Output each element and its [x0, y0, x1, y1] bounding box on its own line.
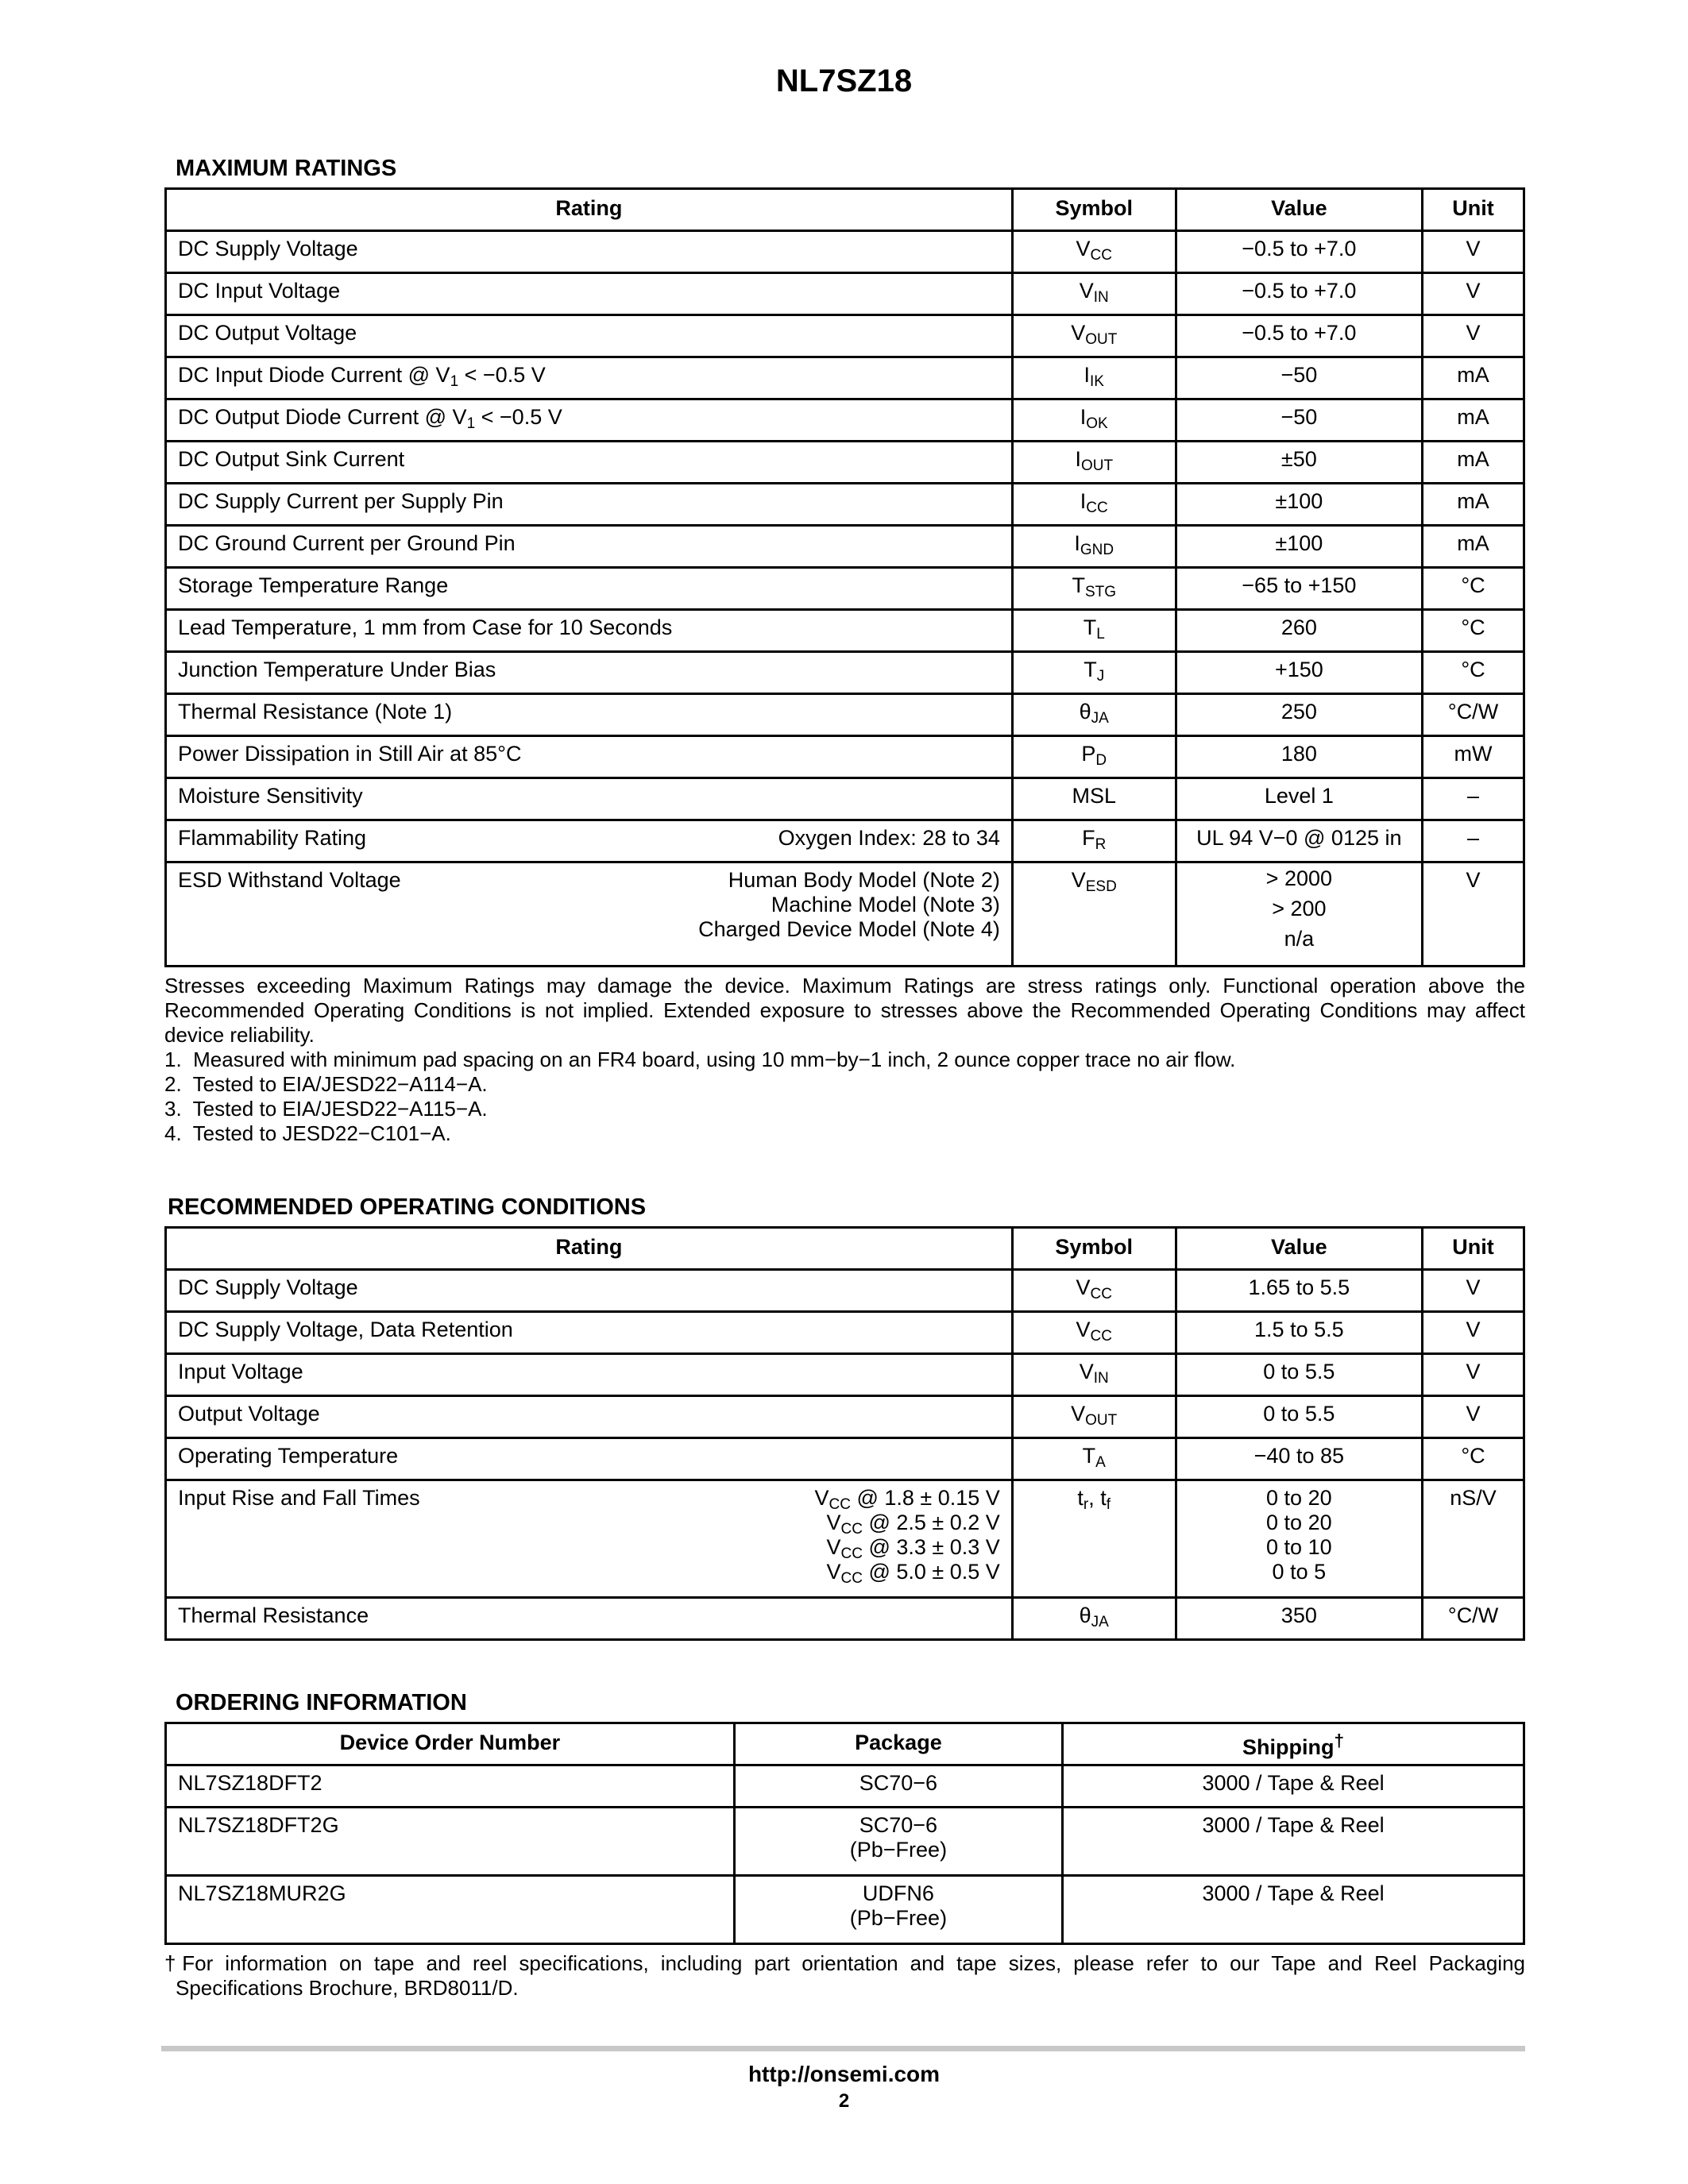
symbol-cell: $\theta_{JA}$	[1012, 694, 1176, 736]
note: 3. Tested to EIA/JESD22−A115−A.	[164, 1097, 488, 1121]
table-row	[166, 399, 1524, 442]
header-cell: Value	[1176, 189, 1422, 231]
symbol-cell: $F_R$	[1012, 820, 1176, 862]
rating-label: Lead Temperature, 1 mm from Case for 10 Seconds	[178, 615, 673, 639]
unit-cell: °C	[1423, 568, 1524, 610]
value-cell: −40 to 85	[1176, 1438, 1422, 1480]
operating-conditions-table	[164, 1226, 1525, 1641]
unit-cell: V	[1423, 231, 1524, 273]
symbol-cell: $P_D$	[1012, 736, 1176, 778]
value-cell: ±100	[1176, 484, 1422, 526]
esd-model: Machine Model (Note 3)	[771, 893, 1000, 916]
unit-cell: V	[1423, 1270, 1524, 1312]
rating-cell: Thermal Resistance	[166, 1598, 1013, 1640]
header-cell: Rating	[166, 189, 1013, 231]
value-cell: Level 1	[1176, 778, 1422, 820]
symbol-cell: $I_{IK}$	[1012, 357, 1176, 399]
symbol-cell: $T_J$	[1012, 652, 1176, 694]
table-row	[166, 778, 1524, 820]
table-row	[166, 694, 1524, 736]
rating-label: Thermal Resistance (Note 1)	[178, 700, 453, 723]
footer-divider	[161, 2046, 1525, 2051]
table-row	[166, 1270, 1524, 1312]
note: 4. Tested to JESD22−C101−A.	[164, 1121, 451, 1145]
value-cell: 180	[1176, 736, 1422, 778]
rating-cell	[166, 610, 1013, 652]
note: 2. Tested to EIA/JESD22−A114−A.	[164, 1072, 488, 1096]
unit-cell: V	[1423, 1312, 1524, 1354]
header-cell: Symbol	[1012, 1228, 1176, 1270]
value-cell: −50	[1176, 399, 1422, 442]
section-heading: MAXIMUM RATINGS	[176, 156, 397, 181]
table-row	[166, 862, 1524, 967]
rating-cell: Operating Temperature	[166, 1438, 1013, 1480]
rating-label: DC Ground Current per Ground Pin	[178, 531, 516, 555]
rating-cell	[166, 273, 1013, 315]
table-row	[166, 357, 1524, 399]
header-cell: Package	[734, 1723, 1062, 1765]
symbol-cell: $V_{ESD}$	[1012, 862, 1176, 967]
package-cell: SC70−6 (Pb−Free)	[734, 1808, 1062, 1876]
table-row	[166, 231, 1524, 273]
value-cell: 260	[1176, 610, 1422, 652]
package-cell: UDFN6 (Pb−Free)	[734, 1876, 1062, 1944]
value-cell: ±100	[1176, 526, 1422, 568]
value-cell: −0.5 to +7.0	[1176, 315, 1422, 357]
table-row	[166, 1480, 1524, 1598]
section-heading: RECOMMENDED OPERATING CONDITIONS	[168, 1194, 647, 1220]
unit-cell: V	[1423, 273, 1524, 315]
table-row	[166, 1354, 1524, 1396]
rating-cell: ESD Withstand Voltage Human Body Model (Note 2) Machine Model (Note 3) Charged Device Model (Note 4)	[166, 862, 1013, 967]
rating-cell	[166, 694, 1013, 736]
rating-label: Storage Temperature Range	[178, 573, 449, 597]
rating-cell: DC Supply Voltage, Data Retention	[166, 1312, 1013, 1354]
unit-cell: °C	[1423, 610, 1524, 652]
table-row	[166, 1396, 1524, 1438]
value-cell: 0 to 5.5	[1176, 1354, 1422, 1396]
table-row	[166, 315, 1524, 357]
value-cell: ±50	[1176, 442, 1422, 484]
symbol-cell: $t_r$, $t_f$	[1012, 1480, 1176, 1598]
device-cell: NL7SZ18DFT2	[166, 1765, 735, 1808]
value-cell: 0 to 20 0 to 20 0 to 10 0 to 5	[1176, 1480, 1422, 1598]
rating-cell	[166, 526, 1013, 568]
rating-label: Junction Temperature Under Bias	[178, 658, 496, 681]
rating-cell	[166, 442, 1013, 484]
table-row	[166, 1765, 1524, 1808]
value-cell: UL 94 V−0 @ 0125 in	[1176, 820, 1422, 862]
unit-cell: mA	[1423, 526, 1524, 568]
unit-cell: V	[1423, 1354, 1524, 1396]
rating-cell	[166, 231, 1013, 273]
rating-label: DC Supply Voltage	[178, 237, 358, 260]
symbol-cell: $T_L$	[1012, 610, 1176, 652]
rating-label: Moisture Sensitivity	[178, 784, 363, 808]
table-row	[166, 1312, 1524, 1354]
recommended-operating-conditions-section	[164, 1194, 1525, 1641]
header-cell: Unit	[1423, 189, 1524, 231]
ordering-table	[164, 1722, 1525, 1945]
unit-cell: mA	[1423, 484, 1524, 526]
value-cell: 0 to 5.5	[1176, 1396, 1422, 1438]
unit-cell: °C/W	[1423, 1598, 1524, 1640]
value-cell: −65 to +150	[1176, 568, 1422, 610]
table-row	[166, 568, 1524, 610]
table-row	[166, 442, 1524, 484]
rating-cell: Output Voltage	[166, 1396, 1013, 1438]
unit-cell: °C/W	[1423, 694, 1524, 736]
unit-cell: °C	[1423, 1438, 1524, 1480]
table-header-row	[166, 189, 1524, 231]
rating-cell	[166, 568, 1013, 610]
maximum-ratings-table	[164, 187, 1525, 967]
symbol-cell: $V_{IN}$	[1012, 1354, 1176, 1396]
table-row	[166, 484, 1524, 526]
page-number: 2	[838, 2090, 850, 2112]
section-heading: ORDERING INFORMATION	[176, 1690, 467, 1715]
unit-cell: mA	[1423, 442, 1524, 484]
value-cell: 1.65 to 5.5	[1176, 1270, 1422, 1312]
unit-cell: °C	[1423, 652, 1524, 694]
value-cell: > 2000 > 200 n/a	[1176, 862, 1422, 967]
maximum-ratings-section	[164, 156, 1525, 1146]
symbol-cell: $V_{IN}$	[1012, 273, 1176, 315]
rating-cell: Input Rise and Fall Times $V_{CC}$ @ 1.8 ± 0.15 V $V_{CC}$ @ 2.5 ± 0.2 V $V_{CC}$ @ 3.3 ± 0.3 V $V_{CC}$ @ 5.0 ± 0.5 V	[166, 1480, 1013, 1598]
symbol-cell: $V_{OUT}$	[1012, 315, 1176, 357]
rating-cell	[166, 357, 1013, 399]
rating-label: DC Supply Current per Supply Pin	[178, 489, 504, 513]
value-cell: −0.5 to +7.0	[1176, 231, 1422, 273]
table-row	[166, 1808, 1524, 1876]
symbol-cell: $\theta_{JA}$	[1012, 1598, 1176, 1640]
rating-cell: Input Voltage	[166, 1354, 1013, 1396]
table-row	[166, 610, 1524, 652]
header-cell: Shipping†	[1063, 1723, 1524, 1765]
rating-cell	[166, 315, 1013, 357]
rating-label: DC Output Voltage	[178, 321, 357, 345]
vcc-condition: $V_{CC}$ @ 3.3 ± 0.3 V	[826, 1535, 1000, 1562]
note: 1. Measured with minimum pad spacing on an FR4 board, using 10 mm−by−1 inch, 2 ounce copper trace no air flow.	[164, 1048, 1236, 1071]
package-cell: SC70−6	[734, 1765, 1062, 1808]
symbol-cell: $I_{OUT}$	[1012, 442, 1176, 484]
symbol-cell: $V_{CC}$	[1012, 1270, 1176, 1312]
dagger-mark: †	[1334, 1731, 1345, 1750]
rating-label: Power Dissipation in Still Air at 85°C	[178, 742, 522, 766]
table-header-row	[166, 1723, 1524, 1765]
symbol-cell: $T_A$	[1012, 1438, 1176, 1480]
table-row	[166, 1438, 1524, 1480]
table-row	[166, 526, 1524, 568]
unit-cell: –	[1423, 820, 1524, 862]
device-cell: NL7SZ18DFT2G	[166, 1808, 735, 1876]
unit-cell: –	[1423, 778, 1524, 820]
rating-cell	[166, 399, 1013, 442]
value-cell: 350	[1176, 1598, 1422, 1640]
vcc-condition: $V_{CC}$ @ 5.0 ± 0.5 V	[826, 1560, 1000, 1587]
value-cell: −50	[1176, 357, 1422, 399]
table-row	[166, 1598, 1524, 1640]
symbol-cell: $V_{CC}$	[1012, 1312, 1176, 1354]
rating-label: DC Input Diode Current @ $V_1 < -0.5$ V	[178, 363, 546, 390]
value-cell: −0.5 to +7.0	[1176, 273, 1422, 315]
table-row	[166, 273, 1524, 315]
header-cell: Symbol	[1012, 189, 1176, 231]
vcc-condition: $V_{CC}$ @ 1.8 ± 0.15 V	[814, 1486, 1000, 1513]
footer-url[interactable]: http://onsemi.com	[747, 2062, 941, 2086]
symbol-cell: $V_{CC}$	[1012, 231, 1176, 273]
symbol-cell: $I_{OK}$	[1012, 399, 1176, 442]
rating-label: DC Output Diode Current @ $V_1 < -0.5$ V	[178, 405, 562, 432]
rating-cell	[166, 652, 1013, 694]
stress-notice: Stresses exceeding Maximum Ratings may damage the device. Maximum Ratings are stress ratings only. Functional operation above the Recommended Operating Conditions is not implied. Extended exposure to stresses above the Recommended Operating Conditions may affect device reliability.	[164, 974, 1525, 1047]
symbol-cell: $T_{STG}$	[1012, 568, 1176, 610]
table-row	[166, 736, 1524, 778]
rating-label: DC Output Sink Current	[178, 447, 405, 471]
esd-model: Human Body Model (Note 2)	[728, 868, 1000, 892]
rating-condition: Oxygen Index: 28 to 34	[778, 826, 1000, 850]
table-row	[166, 652, 1524, 694]
unit-cell: nS/V	[1423, 1480, 1524, 1598]
unit-cell: V	[1423, 862, 1524, 967]
header-cell: Unit	[1423, 1228, 1524, 1270]
rating-cell	[166, 736, 1013, 778]
rating-cell: DC Supply Voltage	[166, 1270, 1013, 1312]
rating-label: Flammability Rating	[178, 826, 367, 850]
header-cell: Device Order Number	[166, 1723, 735, 1765]
ordering-footnote: †For information on tape and reel specifications, including part orientation and tape sizes, please refer to our Tape and Reel Packaging Specifications Brochure, BRD8011/D.	[164, 1951, 1525, 2000]
rating-cell	[166, 778, 1013, 820]
table-header-row	[166, 1228, 1524, 1270]
shipping-cell: 3000 / Tape & Reel	[1063, 1876, 1524, 1944]
shipping-cell: 3000 / Tape & Reel	[1063, 1765, 1524, 1808]
rating-cell	[166, 484, 1013, 526]
table-row	[166, 820, 1524, 862]
unit-cell: mA	[1423, 357, 1524, 399]
value-cell: +150	[1176, 652, 1422, 694]
value-cell: 250	[1176, 694, 1422, 736]
shipping-cell: 3000 / Tape & Reel	[1063, 1808, 1524, 1876]
header-cell: Value	[1176, 1228, 1422, 1270]
unit-cell: mA	[1423, 399, 1524, 442]
symbol-cell: MSL	[1012, 778, 1176, 820]
rating-label: DC Input Voltage	[178, 279, 341, 303]
unit-cell: mW	[1423, 736, 1524, 778]
symbol-cell: $I_{CC}$	[1012, 484, 1176, 526]
unit-cell: V	[1423, 1396, 1524, 1438]
value-cell: 1.5 to 5.5	[1176, 1312, 1422, 1354]
symbol-cell: $I_{GND}$	[1012, 526, 1176, 568]
ordering-information-section	[164, 1690, 1525, 2001]
rating-cell	[166, 820, 1013, 862]
table-row	[166, 1876, 1524, 1944]
vcc-condition: $V_{CC}$ @ 2.5 ± 0.2 V	[826, 1511, 1000, 1538]
unit-cell: V	[1423, 315, 1524, 357]
header-cell: Rating	[166, 1228, 1013, 1270]
device-cell: NL7SZ18MUR2G	[166, 1876, 735, 1944]
symbol-cell: $V_{OUT}$	[1012, 1396, 1176, 1438]
page-title: NL7SZ18	[775, 64, 913, 98]
esd-model: Charged Device Model (Note 4)	[698, 917, 1000, 941]
